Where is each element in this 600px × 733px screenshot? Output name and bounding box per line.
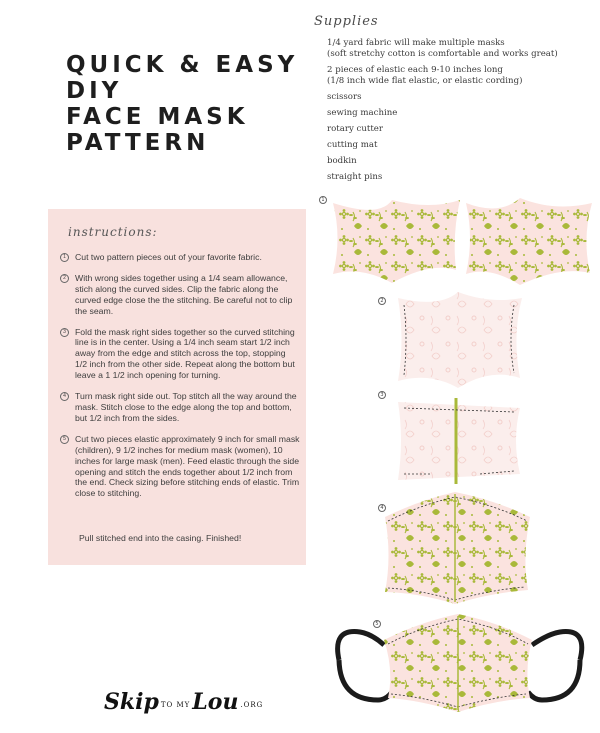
title-line-4: PATTERN bbox=[66, 130, 210, 156]
step-number: 1 bbox=[60, 253, 69, 262]
step-number: 3 bbox=[60, 328, 69, 337]
supply-item: rotary cutter bbox=[327, 124, 384, 134]
step-number: 4 bbox=[60, 392, 69, 401]
supply-item: 1/4 yard fabric will make multiple masks (soft stretchy cotton is comfortable and works great) bbox=[327, 38, 558, 59]
diagram-step-badge: 2 bbox=[378, 297, 386, 305]
diagram-step-badge: 1 bbox=[319, 196, 327, 204]
mask-finished bbox=[338, 614, 582, 712]
title-line-1: QUICK & EASY bbox=[66, 52, 299, 78]
step-text: Turn mask right side out. Top stitch all the way around the mask. Stitch close to the edge along the top and bottom, but 1/2 inch from the sides. bbox=[75, 391, 297, 423]
step-number: 2 bbox=[60, 274, 69, 283]
logo-org: .ORG bbox=[240, 700, 264, 709]
supply-item: 2 pieces of elastic each 9-10 inches long (1/8 inch wide flat elastic, or elastic cording) bbox=[327, 65, 523, 86]
site-logo[interactable] bbox=[104, 689, 265, 715]
diagram-step-badge: 4 bbox=[378, 504, 386, 512]
step-number: 5 bbox=[60, 435, 69, 444]
supply-item: scissors bbox=[327, 92, 362, 102]
logo-skip: Skip bbox=[104, 689, 159, 715]
mask-folded bbox=[398, 398, 520, 484]
supply-item: cutting mat bbox=[327, 140, 378, 150]
supply-item: bodkin bbox=[327, 156, 357, 166]
mask-piece-right bbox=[466, 198, 592, 285]
diagram-step-badge: 5 bbox=[373, 620, 381, 628]
logo-lou: Lou bbox=[192, 689, 239, 715]
step-text: With wrong sides together using a 1/4 seam allowance, stich along the curved sides. Clip the fabric along the curved edge close the the stitching. Be careful not to clip the seam. bbox=[75, 272, 293, 316]
instructions-finish: Pull stitched end into the casing. Finished! bbox=[79, 533, 242, 543]
step-text: Cut two pattern pieces out of your favorite fabric. bbox=[75, 252, 262, 262]
mask-turned bbox=[385, 492, 530, 604]
supplies-heading: Supplies bbox=[314, 14, 379, 29]
title-line-3: FACE MASK bbox=[66, 104, 249, 130]
step-text: Cut two pieces elastic approximately 9 inch for small mask (children), 9 1/2 inches for medium mask (women), 10 inches for large mask (men). Feed elastic through the side opening and stitch the ends together about 1/2 inch from the end. Check sizing before stitching ends of elastic. Trim close to stitching. bbox=[75, 433, 300, 499]
diagram-step-badge: 3 bbox=[378, 391, 386, 399]
title-line-2: DIY bbox=[66, 78, 123, 104]
supply-item: sewing machine bbox=[327, 108, 398, 118]
mask-piece-left bbox=[333, 200, 460, 283]
step-text: Fold the mask right sides together so the curved stitching line is in the center. Using a 1/4 inch seam start 1/2 inch away from the edge and stitch across the top, stopping 1/2 inch from the other side. Repeat along the bottom but leave a 1 1/2 inch opening for turning. bbox=[75, 326, 295, 381]
mask-stitched-pieces bbox=[398, 292, 522, 388]
supply-item: straight pins bbox=[327, 172, 383, 182]
logo-to-my: TO MY bbox=[160, 700, 191, 709]
instructions-heading: instructions: bbox=[68, 225, 158, 239]
